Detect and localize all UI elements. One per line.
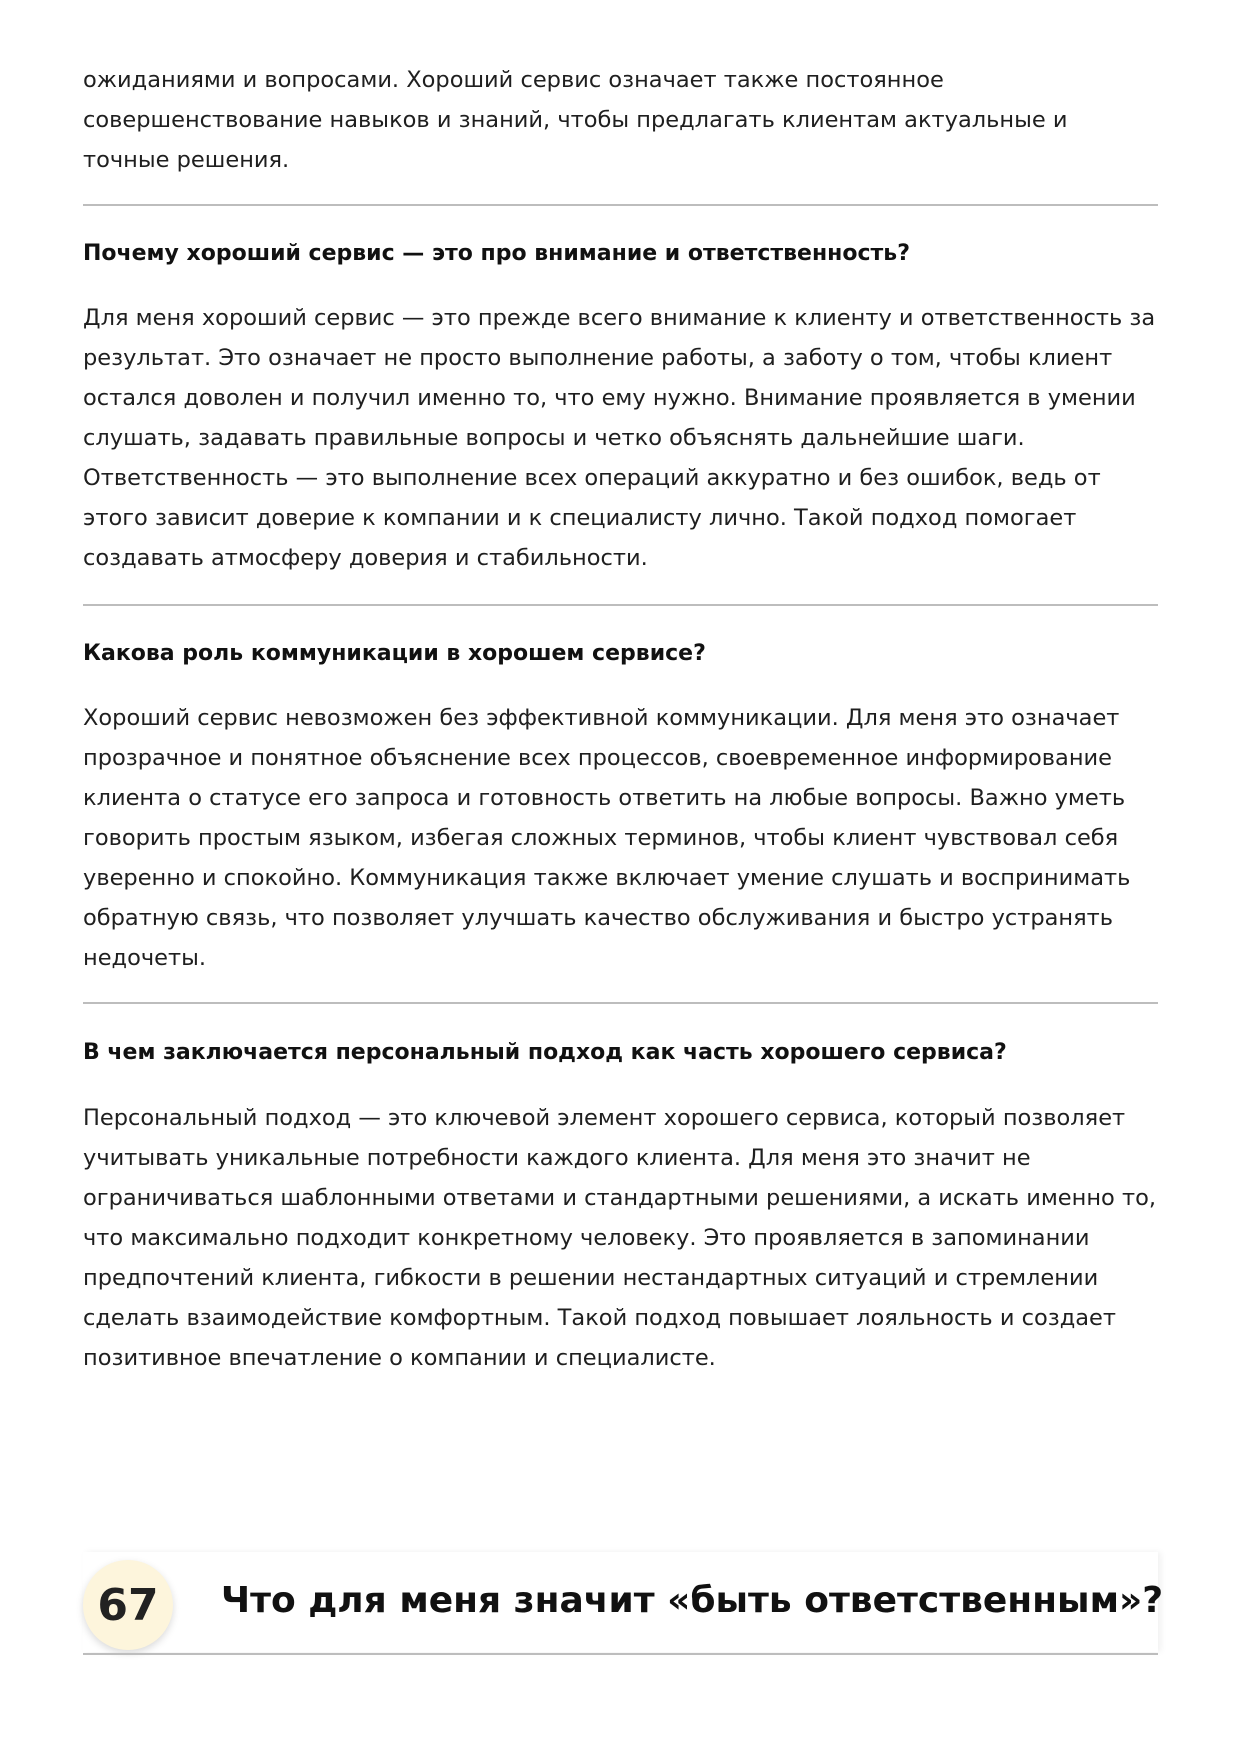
section-question: Почему хороший сервис — это про внимание и ответственность?	[83, 241, 910, 266]
chapter-divider	[83, 1653, 1158, 1655]
section-question: Какова роль коммуникации в хорошем сервисе?	[83, 641, 706, 666]
chapter-title: Что для меня значит «быть ответственным»?	[221, 1580, 1164, 1621]
intro-paragraph: ожиданиями и вопросами. Хороший сервис означает также постоянное совершенствование навыков и знаний, чтобы предлагать клиентам актуальные и точные решения.	[83, 67, 1068, 173]
section-question: В чем заключается персональный подход как часть хорошего сервиса?	[83, 1040, 1007, 1065]
chapter-heading	[83, 1552, 1164, 1652]
section-answer: Хороший сервис невозможен без эффективной коммуникации. Для меня это означает прозрачное и понятное объяснение всех процессов, своевременное информирование клиента о статусе его запроса и готовность ответить на любые вопросы. Важно уметь говорить простым языком, избегая сложных терминов, чтобы клиент чувствовал себя уверенно и спокойно. Коммуникация также включает умение слушать и воспринимать обратную связь, что позволяет улучшать качество обслуживания и быстро устранять недочеты.	[83, 705, 1131, 971]
section-divider	[83, 204, 1158, 206]
section-divider	[83, 604, 1158, 606]
section-answer: Персональный подход — это ключевой элемент хорошего сервиса, который позволяет учитывать уникальные потребности каждого клиента. Для меня это значит не ограничиваться шаблонными ответами и стандартными решениями, а искать именно то, что максимально подходит конкретному человеку. Это проявляется в запоминании предпочтений клиента, гибкости в решении нестандартных ситуаций и стремлении сделать взаимодействие комфортным. Такой подход повышает лояльность и создает позитивное впечатление о компании и специалисте.	[83, 1105, 1157, 1371]
chapter-number-badge: 67	[83, 1560, 173, 1650]
section-answer: Для меня хороший сервис — это прежде всего внимание к клиенту и ответственность за результат. Это означает не просто выполнение работы, а заботу о том, чтобы клиент остался доволен и получил именно то, что ему нужно. Внимание проявляется в умении слушать, задавать правильные вопросы и четко объяснять дальнейшие шаги. Ответственность — это выполнение всех операций аккуратно и без ошибок, ведь от этого зависит доверие к компании и к специалисту лично. Такой подход помогает создавать атмосферу доверия и стабильности.	[83, 305, 1156, 571]
section-divider	[83, 1002, 1158, 1004]
